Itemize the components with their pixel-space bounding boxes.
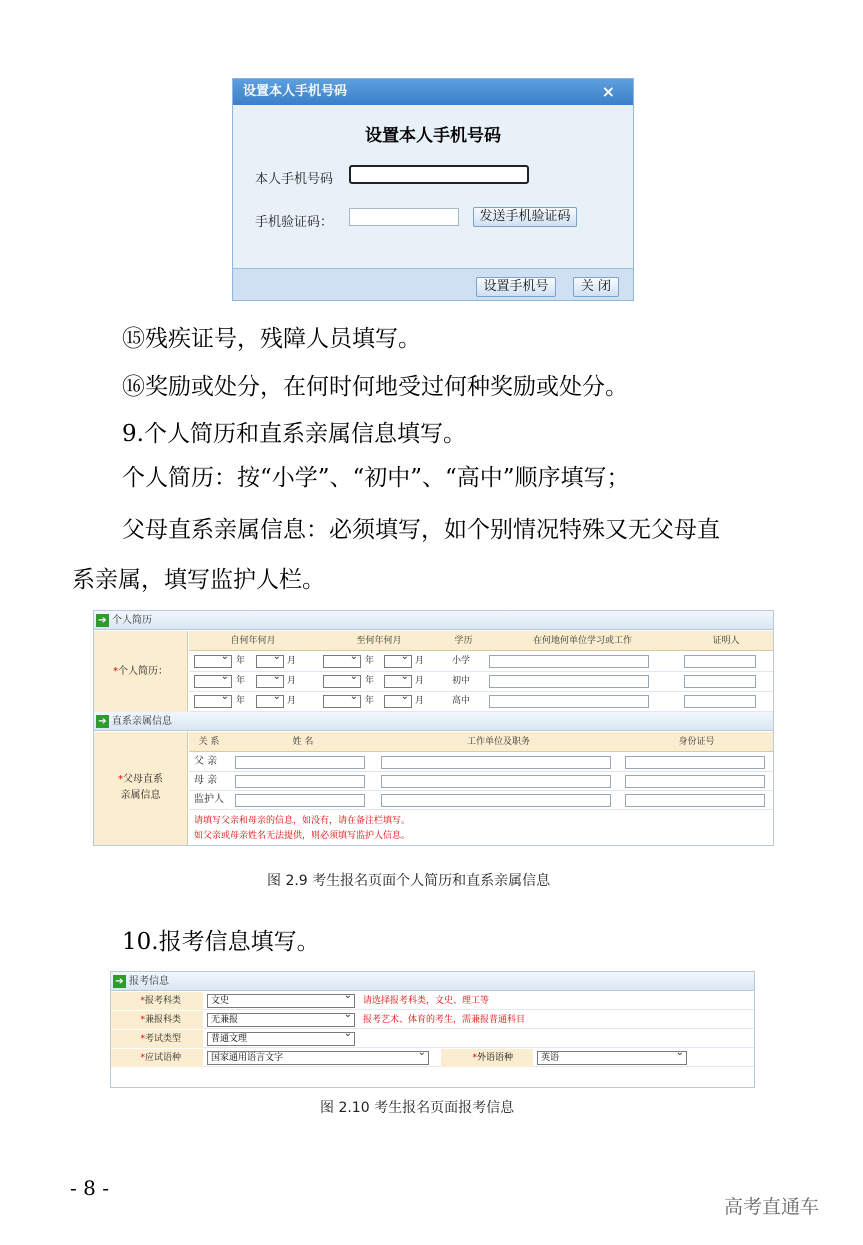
family-name-input[interactable] <box>235 756 365 769</box>
col-education: 学历 <box>441 631 486 651</box>
resume-row-label <box>94 631 188 713</box>
col-relation: 关 系 <box>189 732 229 752</box>
required-mark: * <box>118 774 123 785</box>
resume-label-text: 个人简历： <box>118 666 168 677</box>
resume-section-header <box>94 611 773 630</box>
exam-row-hint: 报考艺术、体育的考生，需兼报普通科目 <box>363 1015 526 1025</box>
set-phone-button[interactable]: 设置手机号 <box>476 277 556 297</box>
to-year-select[interactable] <box>323 675 361 688</box>
witness-input[interactable] <box>684 695 756 708</box>
arrow-right-icon: ➔ <box>96 614 109 627</box>
send-code-button[interactable]: 发送手机验证码 <box>473 207 577 227</box>
from-month-select[interactable] <box>256 675 284 688</box>
phone-input[interactable] <box>349 165 529 184</box>
caption-figure-2-10: 图 2.10 考生报名页面报考信息 <box>320 1100 515 1116</box>
lang-label-text: 应试语种 <box>144 1053 181 1063</box>
education-level: 小学 <box>452 656 471 666</box>
education-level: 高中 <box>452 696 471 706</box>
arrow-right-icon: ➔ <box>113 975 126 988</box>
exam-section-title: 报考信息 <box>129 976 169 987</box>
to-year-select[interactable] <box>323 695 361 708</box>
dialog-window-title: 设置本人手机号码 <box>243 84 348 99</box>
school-input[interactable] <box>489 675 649 688</box>
resume-family-form <box>93 610 774 846</box>
paragraph-family-1: 父母直系亲属信息：必须填写，如个别情况特殊又无父母直 <box>122 517 720 543</box>
family-row-label <box>94 732 188 845</box>
exam-row-label-text: 报考科类 <box>144 996 181 1006</box>
month-suffix: 月 <box>287 676 297 686</box>
to-month-select[interactable] <box>384 695 412 708</box>
set-phone-dialog <box>232 78 634 301</box>
required-mark: * <box>140 1053 145 1063</box>
dialog-footer <box>233 268 633 300</box>
year-suffix: 年 <box>236 656 246 666</box>
exam-row <box>111 1011 754 1029</box>
education-level: 初中 <box>452 676 471 686</box>
exam-row-select[interactable]: 普通文理 ⌄ <box>207 1032 355 1046</box>
page-number: - 8 - <box>70 1176 109 1200</box>
month-suffix: 月 <box>415 696 425 706</box>
exam-row-label-text: 考试类型 <box>144 1034 181 1044</box>
family-employer-input[interactable] <box>381 794 611 807</box>
from-year-select[interactable] <box>194 675 232 688</box>
from-year-select[interactable] <box>194 695 232 708</box>
family-section-header <box>94 712 773 731</box>
family-id-input[interactable] <box>625 794 765 807</box>
resume-section-title: 个人简历 <box>112 615 152 626</box>
exam-info-form <box>110 971 755 1088</box>
watermark: 高考直通车 <box>724 1196 820 1218</box>
col-to: 至何年何月 <box>317 631 441 651</box>
exam-row-label <box>111 1030 203 1048</box>
year-suffix: 年 <box>365 676 375 686</box>
col-from: 自何年何月 <box>189 631 317 651</box>
paragraph-15: ⑮残疾证号，残障人员填写。 <box>122 326 421 352</box>
school-input[interactable] <box>489 655 649 668</box>
paragraph-family-2: 系亲属，填写监护人栏。 <box>72 567 325 593</box>
paragraph-9: 9.个人简历和直系亲属信息填写。 <box>122 421 466 447</box>
family-id-input[interactable] <box>625 775 765 788</box>
family-label-2: 亲属信息 <box>120 790 161 801</box>
relation-label: 母 亲 <box>194 775 218 786</box>
arrow-right-icon: ➔ <box>96 715 109 728</box>
exam-row-select[interactable]: 无兼报 ⌄ <box>207 1013 355 1027</box>
foreign-label <box>441 1049 533 1067</box>
lang-select[interactable]: 国家通用语言文字 ⌄ <box>207 1051 429 1065</box>
required-mark: * <box>140 996 145 1006</box>
required-mark: * <box>472 1053 477 1063</box>
caption-figure-2-9: 图 2.9 考生报名页面个人简历和直系亲属信息 <box>267 873 551 889</box>
exam-language-row <box>111 1049 754 1067</box>
exam-row <box>111 992 754 1010</box>
relation-label: 父 亲 <box>194 756 218 767</box>
exam-row-select[interactable]: 文史 ⌄ <box>207 994 355 1008</box>
year-suffix: 年 <box>365 696 375 706</box>
to-month-select[interactable] <box>384 675 412 688</box>
code-label: 手机验证码： <box>255 215 334 230</box>
col-id: 身份证号 <box>620 732 773 752</box>
family-name-input[interactable] <box>235 794 365 807</box>
family-id-input[interactable] <box>625 756 765 769</box>
family-employer-input[interactable] <box>381 756 611 769</box>
exam-section-header <box>111 972 754 991</box>
dialog-titlebar <box>233 79 633 105</box>
col-name: 姓 名 <box>229 732 377 752</box>
family-name-input[interactable] <box>235 775 365 788</box>
row-divider <box>189 790 773 791</box>
close-button[interactable]: 关 闭 <box>573 277 619 297</box>
exam-row-label-text: 兼报科类 <box>144 1015 181 1025</box>
col-school: 在何地何单位学习或工作 <box>486 631 679 651</box>
family-employer-input[interactable] <box>381 775 611 788</box>
year-suffix: 年 <box>365 656 375 666</box>
row-divider <box>189 771 773 772</box>
from-year-select[interactable] <box>194 655 232 668</box>
school-input[interactable] <box>489 695 649 708</box>
exam-row-label <box>111 1011 203 1029</box>
witness-input[interactable] <box>684 675 756 688</box>
family-note-1: 请填写父亲和母亲的信息，如没有，请在备注栏填写。 <box>194 816 411 826</box>
to-month-select[interactable] <box>384 655 412 668</box>
required-mark: * <box>140 1034 145 1044</box>
month-suffix: 月 <box>287 656 297 666</box>
to-year-select[interactable] <box>323 655 361 668</box>
from-month-select[interactable] <box>256 655 284 668</box>
witness-input[interactable] <box>684 655 756 668</box>
exam-row <box>111 1030 754 1048</box>
lang-label <box>111 1049 203 1067</box>
month-suffix: 月 <box>415 676 425 686</box>
phone-label: 本人手机号码 <box>255 172 334 187</box>
family-note-2: 如父亲或母亲姓名无法提供，则必须填写监护人信息。 <box>194 831 411 841</box>
required-mark: * <box>140 1015 145 1025</box>
family-label-1: 父母直系 <box>123 774 163 785</box>
row-divider <box>189 809 773 810</box>
year-suffix: 年 <box>236 696 246 706</box>
foreign-label-text: 外语语种 <box>476 1053 513 1063</box>
year-suffix: 年 <box>236 676 246 686</box>
dialog-body <box>233 105 633 268</box>
col-employer: 工作单位及职务 <box>377 732 620 752</box>
required-mark: * <box>113 666 118 677</box>
col-witness: 证明人 <box>679 631 773 651</box>
paragraph-10: 10.报考信息填写。 <box>122 929 320 955</box>
paragraph-resume: 个人简历：按“小学”、“初中”、“高中”顺序填写； <box>122 465 630 491</box>
month-suffix: 月 <box>415 656 425 666</box>
code-input[interactable] <box>349 208 459 226</box>
exam-row-hint: 请选择报考科类，文史、理工等 <box>363 996 490 1006</box>
from-month-select[interactable] <box>256 695 284 708</box>
dialog-heading: 设置本人手机号码 <box>365 126 501 146</box>
paragraph-16: ⑯奖励或处分，在何时何地受过何种奖励或处分。 <box>122 374 628 400</box>
month-suffix: 月 <box>287 696 297 706</box>
relation-label: 监护人 <box>194 794 224 805</box>
family-section-title: 直系亲属信息 <box>112 716 172 727</box>
exam-row-label <box>111 992 203 1010</box>
foreign-select[interactable]: 英语 ⌄ <box>537 1051 687 1065</box>
close-icon[interactable]: × <box>601 82 615 101</box>
